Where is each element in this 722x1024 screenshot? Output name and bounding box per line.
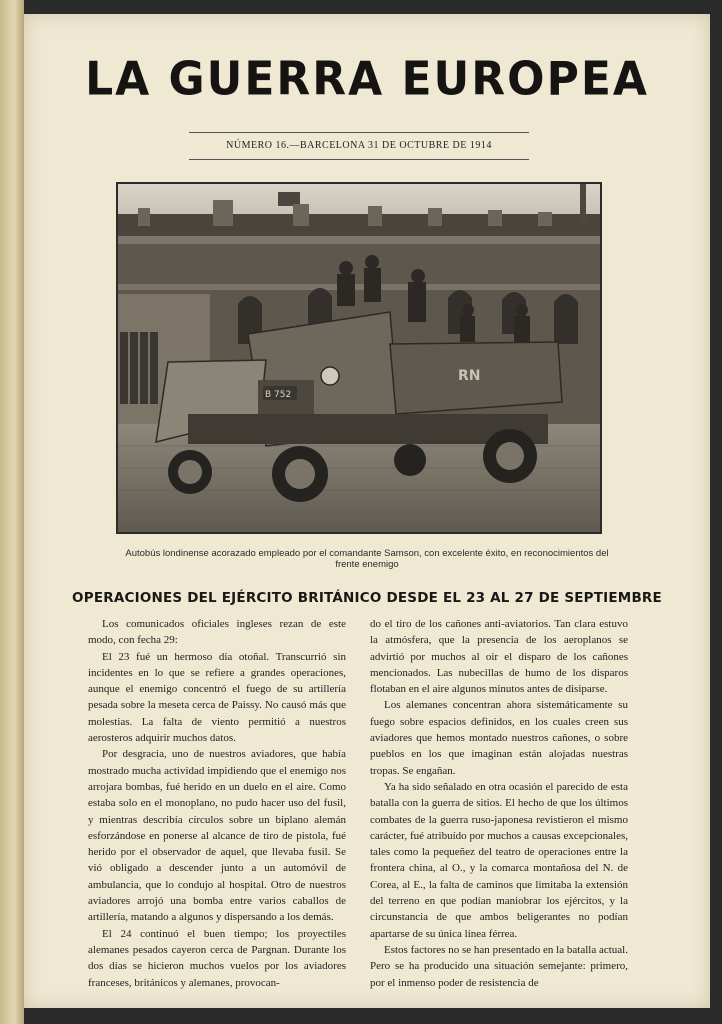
photo-caption <box>124 548 610 570</box>
article-headline: OPERACIONES DEL EJÉRCITO BRITÁNICO DESDE EL 23 AL 27 DE SEPTIEMBRE <box>72 590 662 606</box>
issue-rule-box <box>189 132 529 160</box>
issue-number-date: NÚMERO 16.—BARCELONA 31 DE OCTUBRE DE 1914 <box>226 140 492 151</box>
bus-marking: RN <box>458 368 481 384</box>
article-left-column <box>88 616 346 991</box>
masthead-title: LA GUERRA EUROPEA <box>85 52 649 107</box>
armored-bus-photograph <box>116 182 602 534</box>
left-paragraph-3: Por desgracia, uno de nuestros aviadores, que había mostrado mucha actividad impidiendo que el enemigo nos arrojara bombas, fué herido en un duelo en el aire. Como estaba solo en el monoplano, no pudo hacer uso del fusil, y mientras describía círculos sobre un biplano alemán esforzándose en ponerse al alcance de tiro de pistola, fué herido por el observador de aquel, que llevaba fusil. Se vió obligado a descender junto a un automóvil de ambulancia, que lo condujo al hospital. Otro de nuestros aviadores arrojó una bomba entre varios caballos de artillería, matando a algunos y dispersando a los demás. <box>88 748 346 924</box>
left-paragraph-4: El 24 continuó el buen tiempo; los proyectiles alemanes pesados cayeron cerca de Pargnan. Durante los dos días se hicieron muchos vuelos por los aviadores franceses, británicos y alemanes, provocan- <box>88 927 346 989</box>
right-paragraph-2: Los alemanes concentran ahora sistemáticamente su fuego sobre espacios definidos, en los cuales creen sus aviadores que hemos montado nuestros cañones, o sobre pueblos en los que imaginan están alojadas nuestras tropas. Se engañan. <box>370 699 628 777</box>
bus-plate: B 752 <box>265 390 292 400</box>
caption-line-1: Autobús londinense acorazado empleado por el comandante Samson, con excelente éxito, en reconocimientos del <box>125 548 609 559</box>
book-binding-edge <box>0 0 24 1024</box>
left-paragraph-1: Los comunicados oficiales ingleses rezan de este modo, con fecha 29: <box>88 618 346 647</box>
right-paragraph-1: do el tiro de los cañones anti-aviatorios. Tan clara estuvo la atmósfera, que la presencia de los aeroplanos se advirtió por muchos al oir el disparo de los cañones mencionados. Las nubecillas de humo de los disparos flotaban en el aire algunos minutos antes de disiparse. <box>370 618 628 696</box>
newspaper-page <box>24 14 710 1008</box>
caption-line-2: frente enemigo <box>335 559 399 570</box>
photo-illustration <box>118 184 600 532</box>
right-paragraph-3: Ya ha sido señalado en otra ocasión el parecido de esta batalla con la guerra de sitios. El hecho de que los últimos combates de la guerra ruso-japonesa revistieron el mismo carácter, fué atribuído por muchos a causas excepcionales, tales como la pequeñez del teatro de operaciones entre la frontera china, al O., y la comarca montañosa del N. de Corea, al E., la falta de caminos que limitaba la extensión del terreno en que podían maniobrar los ejércitos, y la circunstancia de que ambos beligerantes no podían apartarse de su única línea férrea. <box>370 780 628 940</box>
right-paragraph-4: Estos factores no se han presentado en la batalla actual. Pero se ha producido una situación semejante: primero, por el inmenso poder de resistencia de <box>370 943 628 989</box>
article-right-column <box>370 616 628 991</box>
left-paragraph-2: El 23 fué un hermoso día otoñal. Transcurrió sin incidentes en lo que se refiere a grandes operaciones, aunque el enemigo concentró el fuego de su artillería pesada sobre la meseta cerca de Paissy. No causó más que molestias. La falta de viento permitió a nuestros aerosteros adquirir muchos datos. <box>88 650 346 745</box>
